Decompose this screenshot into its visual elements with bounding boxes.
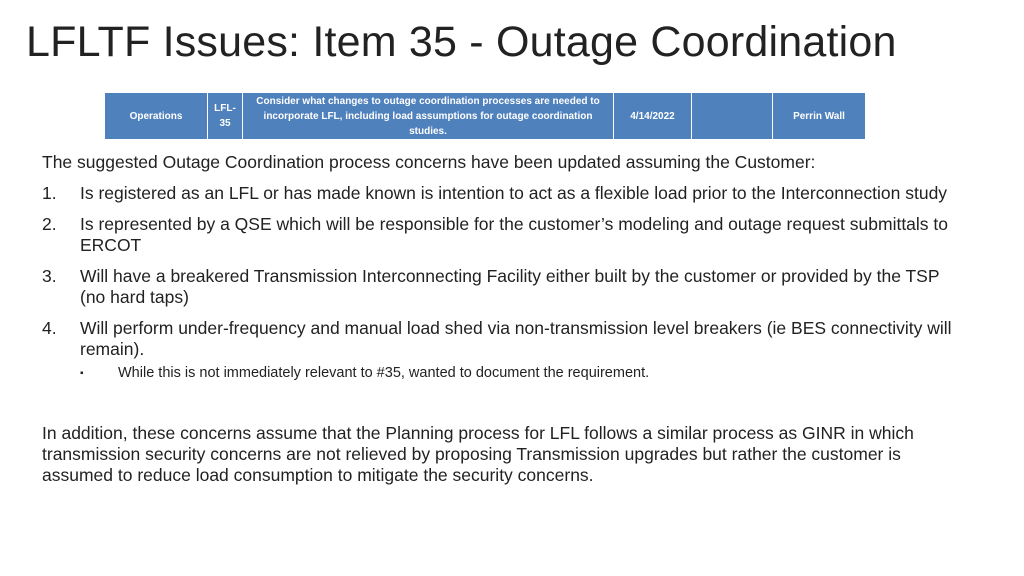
cell-id: LFL-35 <box>208 93 243 140</box>
list-number: 4. <box>42 318 57 338</box>
list-number: 1. <box>42 183 57 203</box>
cell-area: Operations <box>105 93 208 140</box>
list-text: Will have a breakered Transmission Interconnecting Facility either built by the customer or provided by the TSP (no hard taps) <box>80 266 940 307</box>
list-number: 3. <box>42 266 57 286</box>
sub-bullet-text: While this is not immediately relevant to #35, wanted to document the requirement. <box>118 365 650 381</box>
list-item <box>42 266 962 308</box>
list-item-content <box>80 318 962 383</box>
list-number: 2. <box>42 214 57 234</box>
cell-date: 4/14/2022 <box>614 93 692 140</box>
table-row <box>105 93 866 140</box>
slide-title: LFLTF Issues: Item 35 - Outage Coordination <box>26 18 897 66</box>
list-text: Is registered as an LFL or has made known is intention to act as a flexible load prior to the Interconnection study <box>80 183 948 203</box>
list-item <box>42 318 962 383</box>
list-item <box>42 214 962 256</box>
cell-status <box>692 93 773 140</box>
closing-paragraph: In addition, these concerns assume that the Planning process for LFL follows a similar process as GINR in which transmission security concerns are not relieved by proposing Transmission upgrades but rather the customer is assumed to reduce load consumption to mitigate the security concerns. <box>42 423 914 485</box>
intro-text: The suggested Outage Coordination process concerns have been updated assuming the Customer: <box>42 152 816 172</box>
issue-table <box>104 92 866 140</box>
list-text: Is represented by a QSE which will be responsible for the customer’s modeling and outage request submittals to ERCOT <box>80 214 949 255</box>
list-text: Will perform under-frequency and manual load shed via non-transmission level breakers (ie BES connectivity will remain). <box>80 318 952 359</box>
sub-bullet <box>80 364 962 383</box>
slide-body <box>42 152 962 504</box>
cell-description: Consider what changes to outage coordination processes are needed to incorporate LFL, including load assumptions for outage coordination studies. <box>243 93 614 140</box>
cell-owner: Perrin Wall <box>773 93 866 140</box>
square-bullet-icon: ▪ <box>80 368 84 379</box>
list-item <box>42 183 962 204</box>
